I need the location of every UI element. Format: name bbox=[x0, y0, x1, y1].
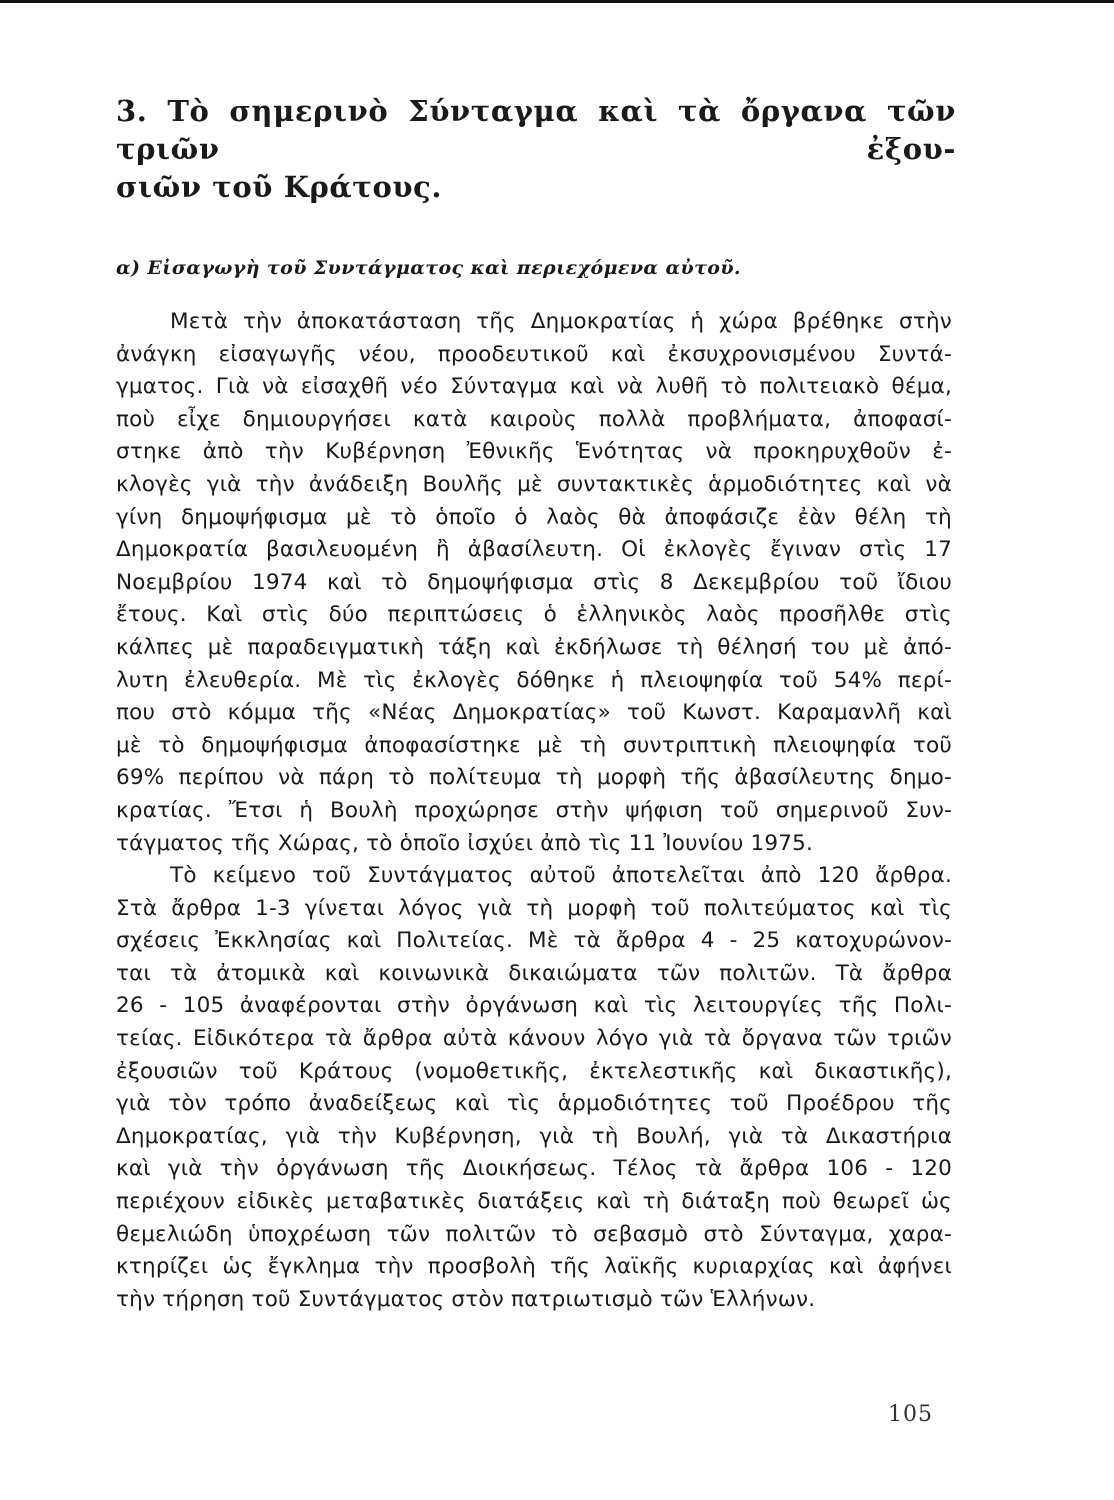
text-line: γματος. Γιὰ νὰ εἰσαχθῆ νέο Σύνταγμα καὶ νὰ λυθῆ τὸ πολιτειακὸ θέμα, bbox=[116, 374, 952, 400]
text-line: καὶ γιὰ τὴν ὀργάνωση τῆς Διοικήσεως. Τέλος τὰ ἄρθρα 106 - 120 bbox=[116, 1156, 952, 1182]
text-line: Μετὰ τὴν ἀποκατάσταση τῆς Δημοκρατίας ἡ χώρα βρέθηκε στὴν bbox=[170, 309, 952, 334]
text-line: κλογὲς γιὰ τὴν ἀνάδειξη Βουλῆς μὲ συντακτικὲς ἁρμοδιότητες καὶ νὰ bbox=[116, 471, 952, 497]
section-title-line-2: σιῶν τοῦ Κράτους. bbox=[116, 170, 443, 204]
text-line: ἔτους. Καὶ στὶς δύο περιπτώσεις ὁ ἑλληνικὸς λαὸς προσῆλθε στὶς bbox=[116, 602, 952, 628]
body-text bbox=[116, 306, 952, 1316]
book-page bbox=[116, 92, 956, 1316]
text-line: στηκε ἀπὸ τὴν Κυβέρνηση Ἐθνικῆς Ἑνότητας νὰ προκηρυχθοῦν ἐ- bbox=[116, 439, 952, 465]
text-line: σχέσεις Ἐκκλησίας καὶ Πολιτείας. Μὲ τὰ ἄρθρα 4 - 25 κατοχυρώνον- bbox=[116, 928, 952, 954]
text-line: Τὸ κείμενο τοῦ Συντάγματος αὐτοῦ ἀποτελεῖται ἀπὸ 120 ἄρθρα. bbox=[170, 863, 952, 889]
text-line: Νοεμβρίου 1974 καὶ τὸ δημοψήφισμα στὶς 8 Δεκεμβρίου τοῦ ἴδιου bbox=[116, 569, 952, 595]
text-line: Δημοκρατίας, γιὰ τὴν Κυβέρνηση, γιὰ τὴ Βουλή, γιὰ τὰ Δικαστήρια bbox=[116, 1123, 952, 1149]
text-line: γιὰ τὸν τρόπο ἀναδείξεως καὶ τὶς ἁρμοδιότητες τοῦ Προέδρου τῆς bbox=[116, 1091, 952, 1117]
text-line: μὲ τὸ δημοψήφισμα ἀποφασίστηκε μὲ τὴ συντριπτικὴ πλειοψηφία τοῦ bbox=[116, 732, 952, 758]
section-title-line-1: 3. Τὸ σημερινὸ Σύνταγμα καὶ τὰ ὄργανα τῶν τριῶν ἐξου- bbox=[116, 94, 956, 166]
text-line: λυτη ἐλευθερία. Μὲ τὶς ἐκλογὲς δόθηκε ἡ πλειοψηφία τοῦ 54% περί- bbox=[116, 667, 952, 693]
text-line: κρατίας. Ἔτσι ἡ Βουλὴ προχώρησε στὴν ψήφιση τοῦ σημερινοῦ Συν- bbox=[116, 797, 952, 823]
paragraph-2 bbox=[116, 860, 952, 1316]
subsection-heading: α) Εἰσαγωγὴ τοῦ Συντάγματος καὶ περιεχόμενα αὐτοῦ. bbox=[116, 257, 741, 279]
text-line: τείας. Εἰδικότερα τὰ ἄρθρα αὐτὰ κάνουν λόγο γιὰ τὰ ὄργανα τῶν τριῶν bbox=[116, 1026, 952, 1052]
text-line: ἀνάγκη εἰσαγωγῆς νέου, προοδευτικοῦ καὶ ἐκσυχρονισμένου Συντά- bbox=[116, 341, 952, 367]
text-line: κτηρίζει ὡς ἔγκλημα τὴν προσβολὴ τῆς λαϊκῆς κυριαρχίας καὶ ἀφήνει bbox=[116, 1254, 952, 1280]
scan-top-edge bbox=[0, 0, 1114, 3]
text-line: θεμελιώδη ὑποχρέωση τῶν πολιτῶν τὸ σεβασμὸ στὸ Σύνταγμα, χαρα- bbox=[116, 1221, 952, 1247]
text-line: Στὰ ἄρθρα 1-3 γίνεται λόγος γιὰ τὴ μορφὴ τοῦ πολιτεύματος καὶ τὶς bbox=[116, 895, 952, 921]
text-line: 69% περίπου νὰ πάρη τὸ πολίτευμα τὴ μορφὴ τῆς ἀβασίλευτης δημο- bbox=[116, 765, 952, 791]
text-line: περιέχουν εἰδικὲς μεταβατικὲς διατάξεις καὶ τὴ διάταξη ποὺ θεωρεῖ ὡς bbox=[116, 1189, 952, 1215]
text-line: τὴν τήρηση τοῦ Συντάγματος στὸν πατριωτισμὸ τῶν Ἑλλήνων. bbox=[116, 1286, 816, 1312]
text-line: 26 - 105 ἀναφέρονται στὴν ὀργάνωση καὶ τὶς λειτουργίες τῆς Πολι- bbox=[116, 993, 952, 1019]
page-number: 105 bbox=[888, 1402, 933, 1427]
text-line: που στὸ κόμμα τῆς «Νέας Δημοκρατίας» τοῦ Κωνστ. Καραμανλῆ καὶ bbox=[116, 700, 952, 726]
section-title bbox=[116, 92, 956, 206]
text-line: ἐξουσιῶν τοῦ Κράτους (νομοθετικῆς, ἐκτελεστικῆς καὶ δικαστικῆς), bbox=[116, 1058, 952, 1084]
text-line: ποὺ εἶχε δημιουργήσει κατὰ καιροὺς πολλὰ προβλήματα, ἀποφασί- bbox=[116, 406, 952, 432]
text-line: ται τὰ ἀτομικὰ καὶ κοινωνικὰ δικαιώματα τῶν πολιτῶν. Τὰ ἄρθρα bbox=[116, 960, 952, 986]
paragraph-1 bbox=[116, 306, 952, 860]
text-line: τάγματος τῆς Χώρας, τὸ ὁποῖο ἰσχύει ἀπὸ τὶς 11 Ἰουνίου 1975. bbox=[116, 830, 814, 856]
text-line: γίνη δημοψήφισμα μὲ τὸ ὁποῖο ὁ λαὸς θὰ ἀποφάσιζε ἐὰν θέλη τὴ bbox=[116, 504, 952, 530]
text-line: κάλπες μὲ παραδειγματικὴ τάξη καὶ ἐκδήλωσε τὴ θέλησή του μὲ ἀπό- bbox=[116, 634, 952, 660]
text-line: Δημοκρατία βασιλευομένη ἢ ἀβασίλευτη. Οἱ ἐκλογὲς ἔγιναν στὶς 17 bbox=[116, 537, 952, 563]
